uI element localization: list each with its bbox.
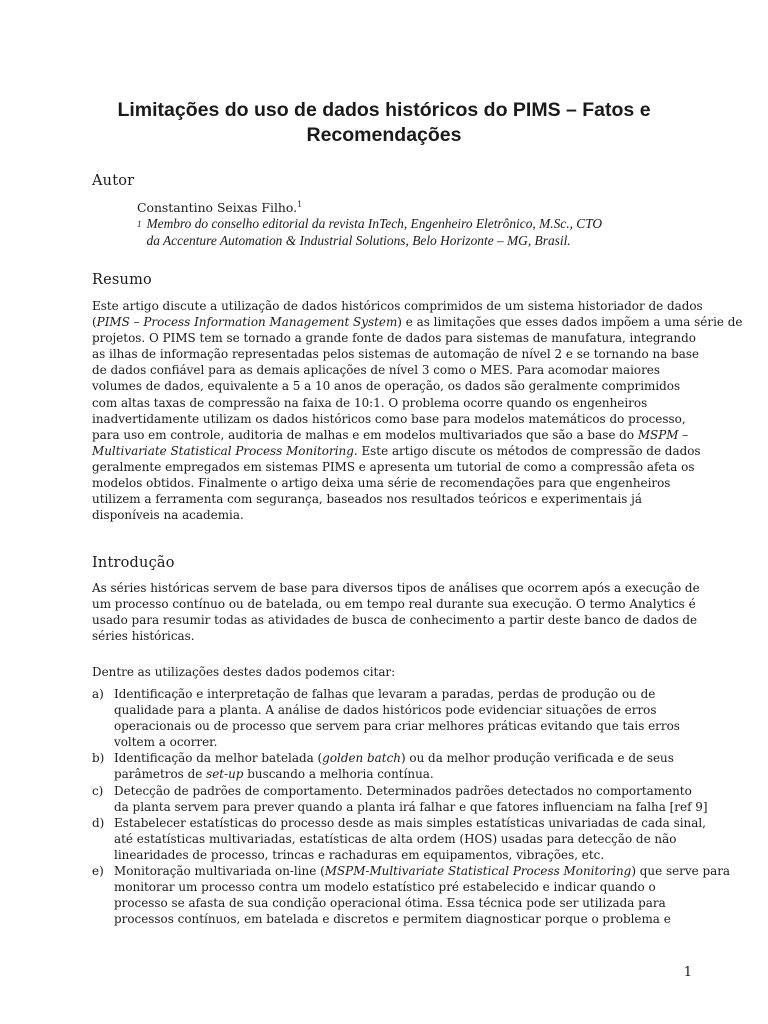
- author-footnote-marker: 1: [297, 200, 303, 209]
- text-line: linearidades de processo, trincas e rachaduras em equipamentos, vibrações, etc.: [114, 847, 605, 862]
- text-line: projetos. O PIMS tem se tornado a grande fonte de dados para sistemas de manufatura, integrando: [92, 331, 696, 346]
- text-line: volumes de dados, equivalente a 5 a 10 anos de operação, os dados são geralmente comprimidos: [92, 379, 681, 394]
- uses-intro: Dentre as utilizações destes dados podemos citar:: [92, 665, 396, 679]
- title-line-2: Recomendações: [306, 124, 462, 146]
- text-line: operacionais ou de processo que servem para criar melhores práticas evitando que tais erros: [114, 719, 680, 734]
- text-line: processos contínuos, em batelada e discretos e permitem diagnosticar porque o problema e: [114, 912, 671, 927]
- text-line: usado para resumir todas as atividades de busca de conhecimento a partir deste banco de dados de: [92, 613, 698, 628]
- text-line: qualidade para a planta. A análise de dados históricos pode evidenciar situações de erros: [114, 703, 657, 718]
- author-block: [137, 197, 707, 249]
- list-item-marker: a): [92, 687, 104, 701]
- list-item-marker: e): [92, 864, 104, 879]
- list-item: [92, 686, 692, 750]
- list-item-marker: b): [92, 751, 105, 766]
- introduction-heading: Introdução: [92, 555, 175, 571]
- text-line: processo se afasta de sua condição operacional ótima. Essa técnica pode ser utilizada para: [114, 896, 666, 911]
- text-line: Detecção de padrões de comportamento. Determinados padrões detectados no comportamento: [114, 783, 692, 798]
- list-item-text: [114, 815, 706, 863]
- abstract-paragraph: [92, 298, 743, 523]
- title-line-1: Limitações do uso de dados históricos do PIMS – Fatos e: [117, 99, 651, 121]
- text-line: modelos obtidos. Finalmente o artigo deixa uma série de recomendações para que engenheiros: [92, 476, 671, 491]
- text-line: Monitoração multivariada on-line (MSPM-Multivariate Statistical Process Monitoring) que serve para: [114, 864, 731, 879]
- text-line: séries históricas.: [92, 629, 195, 644]
- text-line: Este artigo discute a utilização de dados históricos comprimidos de um sistema historiador de dados: [92, 299, 703, 313]
- text-line: (PIMS – Process Information Management System) e as limitações que esses dados impõem a uma série de: [92, 315, 743, 330]
- text-line: utilizem a ferramenta com segurança, baseados nos resultados teóricos e experimentais já: [92, 492, 642, 507]
- text-line: geralmente empregados em sistemas PIMS e apresenta um tutorial de como a compressão afeta os: [92, 459, 695, 474]
- affiliation-line-1: Membro do conselho editorial da revista InTech, Engenheiro Eletrônico, M.Sc., CTO: [146, 216, 603, 232]
- affiliation-line-2: da Accenture Automation & Industrial Solutions, Belo Horizonte – MG, Brasil.: [146, 232, 571, 248]
- text-line: um processo contínuo ou de batelada, ou em tempo real durante sua execução. O termo Analytics é: [92, 597, 696, 612]
- text-line: de dados confiável para as demais aplicações de nível 3 como o MES. Para acomodar maiores: [92, 363, 660, 378]
- page-number: 1: [683, 965, 692, 980]
- text-line: para uso em controle, auditoria de malhas e em modelos multivariados que são a base do MSPM –: [92, 427, 689, 442]
- text-line: voltem a ocorrer.: [114, 735, 218, 750]
- text-line: com altas taxas de compressão na faixa de 10:1. O problema ocorre quando os engenheiros: [92, 395, 648, 410]
- text-line: da planta servem para prever quando a planta irá falhar e que fatores influenciam na falha [ref 9]: [114, 799, 708, 814]
- text-line: Identificação da melhor batelada (golden batch) ou da melhor produção verificada e de seus: [114, 751, 674, 766]
- text-line: até estatísticas multivariadas, estatísticas de alta ordem (HOS) usadas para detecção de não: [114, 831, 677, 846]
- list-item-text: [114, 686, 680, 750]
- text-line: as ilhas de informação representadas pelos sistemas de automação de nível 2 e se tornando na base: [92, 347, 700, 362]
- text-line: Multivariate Statistical Process Monitoring. Este artigo discute os métodos de compressão de dados: [92, 443, 701, 458]
- list-item: [92, 815, 706, 863]
- text-line: parâmetros de set-up buscando a melhoria contínua.: [114, 767, 434, 782]
- list-item-marker: c): [92, 783, 104, 798]
- list-item-text: [114, 750, 674, 782]
- text-line: disponíveis na academia.: [92, 508, 244, 523]
- list-item-text: [114, 783, 708, 815]
- list-item: [92, 863, 731, 927]
- author-name: Constantino Seixas Filho.: [137, 200, 298, 216]
- text-line: Estabelecer estatísticas do processo desde as mais simples estatísticas univariadas de cada sinal,: [114, 815, 706, 830]
- text-line: As séries históricas servem de base para diversos tipos de análises que ocorrem após a execução de: [92, 581, 700, 595]
- text-line: monitorar um processo contra um modelo estatístico pré estabelecido e indicar quando o: [114, 880, 656, 895]
- text-line: Identificação e interpretação de falhas que levaram a paradas, perdas de produção ou de: [114, 687, 656, 701]
- author-affiliation: [137, 216, 707, 249]
- list-item: [92, 783, 708, 815]
- author-name-line: [137, 197, 707, 216]
- abstract-heading: Resumo: [92, 272, 152, 288]
- text-line: inadvertidamente utilizam os dados históricos como base para modelos matemáticos do processo,: [92, 411, 686, 426]
- uses-list: [92, 686, 731, 927]
- list-item-text: [114, 863, 730, 927]
- list-item: [92, 750, 692, 782]
- author-heading: Autor: [92, 173, 135, 189]
- list-item-marker: d): [92, 815, 105, 830]
- document-title: [60, 98, 708, 148]
- introduction-paragraph: [92, 580, 700, 644]
- affiliation-footnote-number: 1: [137, 219, 142, 230]
